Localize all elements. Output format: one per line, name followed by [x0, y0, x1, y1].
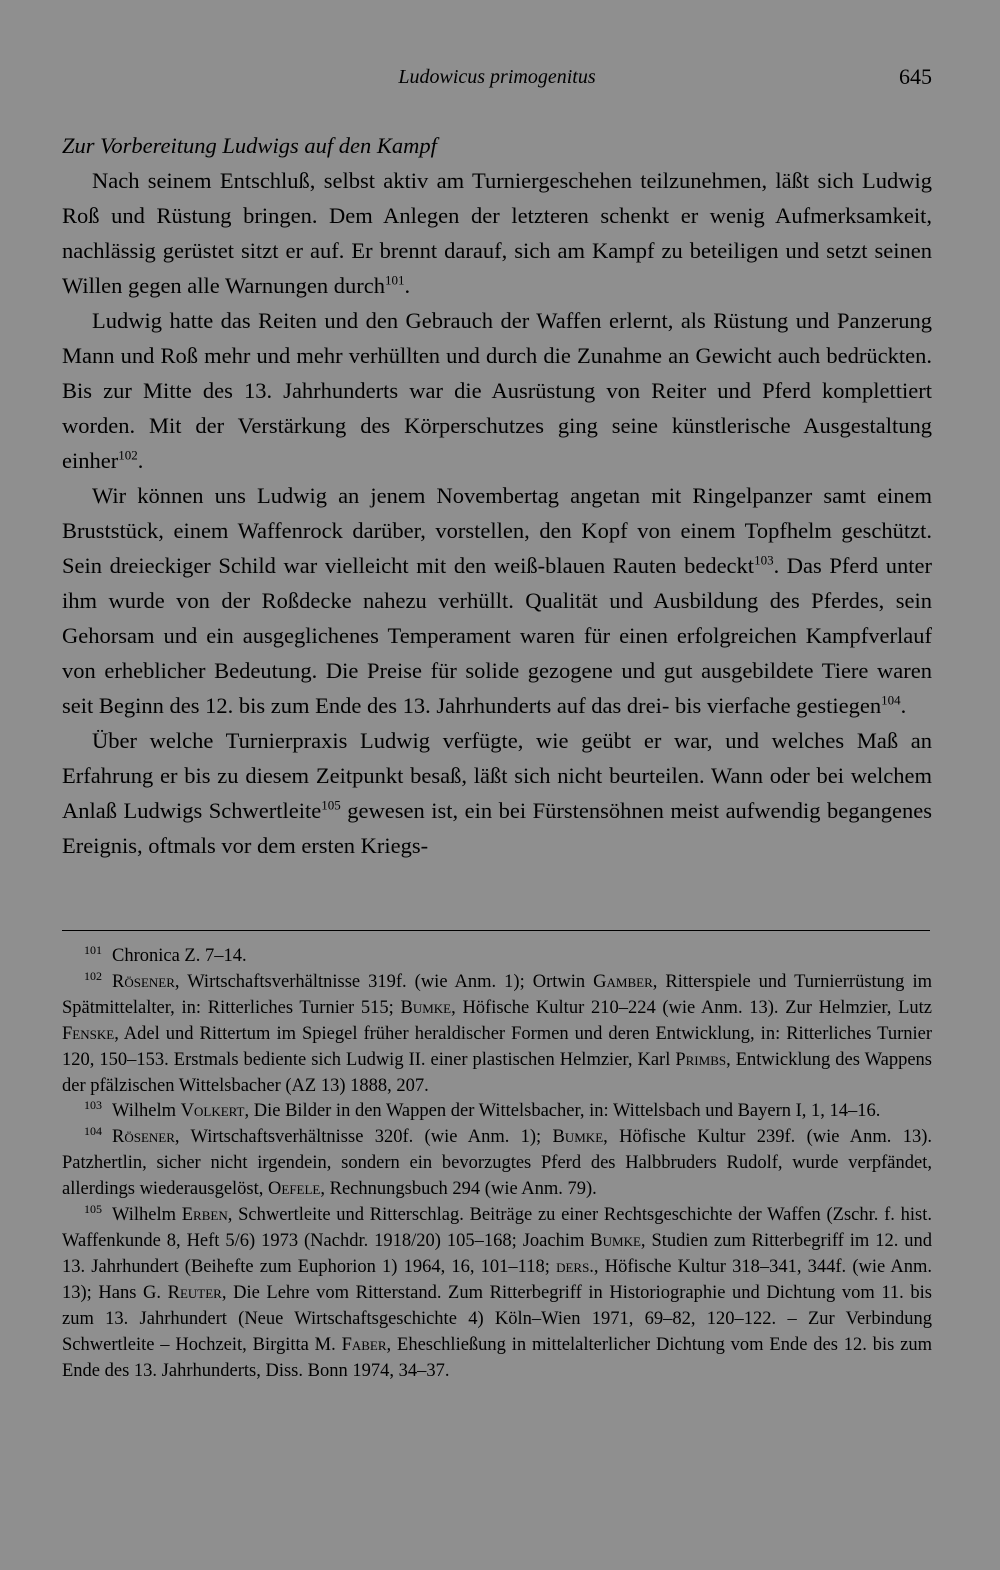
footnote-text: , Wirtschaftsverhältnisse 320f. (wie Anm. 1);: [174, 1127, 553, 1148]
footnote-ref[interactable]: 102: [118, 447, 138, 463]
footnote-101: [62, 944, 932, 970]
footnote-ref[interactable]: 101: [385, 272, 405, 288]
footnote-text: , Eheschließung in mittelalterlicher Dichtung vom Ende des 12. bis zum Ende des 13. Jahrhunderts, Diss. Bonn 1974, 34–37.: [62, 1334, 932, 1381]
footnote-104: [62, 1125, 932, 1203]
paragraph-text: .: [404, 273, 411, 298]
footnote-text: Wilhelm: [112, 1101, 181, 1122]
author-name: Erben: [181, 1205, 228, 1226]
footnote-divider: [62, 930, 930, 931]
paragraph-3: [62, 478, 932, 723]
paragraph-text: .: [137, 448, 144, 473]
footnote-number: 104: [84, 1124, 102, 1139]
footnote-number: 102: [84, 968, 102, 983]
footnote-text: , Höfische Kultur 239f. (wie Anm. 13). Patzhertlin, sicher nicht irgendein, sondern ein bevorzugtes Pferd des Halbbruders Rudolf, wurde verpfändet, allerdings wiederausgelöst,: [62, 1127, 932, 1200]
paragraph-text: Nach seinem Entschluß, selbst aktiv am Turniergeschehen teilzunehmen, läßt sich Ludwig Roß und Rüstung bringen. Dem Anlegen der letzteren schenkt er wenig Aufmerksamkeit, nachlässig gerüstet sitzt er auf. Er brennt darauf, sich am Kampf zu beteiligen und setzt seinen Willen gegen alle Warnungen durch: [62, 168, 932, 298]
author-name: Rösener: [112, 1127, 175, 1148]
paragraph-text: Ludwig hatte das Reiten und den Gebrauch der Waffen erlernt, als Rüstung und Panzerung Mann und Roß mehr und mehr verhüllten und durch die Zunahme an Gewicht auch bedrückten. Bis zur Mitte des 13. Jahrhunderts war die Ausrüstung von Reiter und Pferd komplettiert worden. Mit der Verstärkung des Körperschutzes ging seine künstlerische Ausgestaltung einher: [62, 308, 932, 473]
author-name: Reuter: [167, 1282, 222, 1303]
running-title: Ludowicus primogenitus: [398, 66, 596, 88]
footnote-text: , Die Lehre vom Ritterstand. Zum Ritterbegriff in Historiographie und Dichtung vom 11. bis zum 13. Jahrhundert (Neue Wirtschaftsgeschichte 4) Köln–Wien 1971, 69–82, 120–122. – Zur Verbindung Schwertleite – Hochzeit, Birgitta M.: [62, 1282, 932, 1355]
paragraph-text: Wir können uns Ludwig an jenem Novembertag angetan mit Ringelpanzer samt einem Bruststück, einem Waffenrock darüber, vorstellen, den Kopf von einem Topfhelm geschützt. Sein dreieckiger Schild war vielleicht mit den weiß-blauen Rauten bedeckt: [62, 483, 932, 578]
author-name: Primbs: [675, 1049, 727, 1070]
footnote-text: , Die Bilder in den Wappen der Wittelsbacher, in: Wittelsbach und Bayern I, 1, 14–16.: [244, 1101, 881, 1122]
author-name: Volkert: [180, 1101, 245, 1122]
author-name: Bumke: [552, 1127, 604, 1148]
footnote-text: , Adel und Rittertum im Spiegel früher heraldischer Formen und deren Entwicklung, in: Ritterliches Turnier 120, 150–153. Erstmals bediente sich Ludwig II. einer plastischen Helmzier, Karl: [62, 1023, 932, 1070]
paragraph-text: Über welche Turnierpraxis Ludwig verfügte, wie geübt er war, und welches Maß an Erfahrung er bis zu diesem Zeitpunkt besaß, läßt sich nicht beurteilen. Wann oder bei welchem Anlaß Ludwigs Schwertleite: [62, 728, 932, 823]
footnote-105: [62, 1203, 932, 1384]
footnote-text: , Rechnungsbuch 294 (wie Anm. 79).: [320, 1179, 597, 1200]
paragraph-4: [62, 723, 932, 863]
footnote-text: , Ritterspiele und Turnierrüstung im Spätmittelalter, in: Ritterliches Turnier 515;: [62, 971, 932, 1018]
section-heading: Zur Vorbereitung Ludwigs auf den Kampf: [62, 133, 437, 158]
paragraph-2: [62, 303, 932, 478]
footnote-text: Wilhelm: [112, 1205, 182, 1226]
footnote-number: 101: [84, 942, 102, 957]
paragraph-text: .: [900, 693, 907, 718]
footnote-number: 103: [84, 1098, 102, 1113]
footnote-102: [62, 970, 932, 1100]
author-name: Fenske: [62, 1023, 115, 1044]
footnote-text: , Wirtschaftsverhältnisse 319f. (wie Anm. 1); Ortwin: [174, 971, 594, 992]
author-name: Bumke: [590, 1230, 641, 1251]
footnote-ref[interactable]: 105: [321, 797, 341, 813]
footnote-number: 105: [84, 1201, 102, 1216]
author-name: Oefele: [268, 1179, 321, 1200]
footnote-ref[interactable]: 103: [754, 552, 774, 568]
author-name: Gamber: [593, 971, 653, 992]
paragraph-1: [62, 163, 932, 303]
footnote-text: Chronica Z. 7–14.: [112, 946, 247, 966]
footnote-text: , Schwertleite und Ritterschlag. Beiträge zu einer Rechtsgeschichte der Waffen (Zschr. f. hist. Waffenkunde 8, Heft 5/6) 1973 (Nachdr. 1918/20) 105–168; Joachim: [62, 1205, 932, 1251]
page-number: 645: [899, 64, 932, 89]
author-name: Rösener: [112, 971, 175, 992]
main-text: [62, 128, 932, 863]
footnote-text: , Studien zum Ritterbegriff im 12. und 13. Jahrhundert (Beihefte zum Euphorion 1) 1964, 16, 101–118;: [62, 1230, 932, 1277]
author-name: ders.: [556, 1256, 594, 1277]
author-name: Faber: [341, 1334, 387, 1355]
footnote-ref[interactable]: 104: [881, 692, 901, 708]
footnote-103: [62, 1099, 932, 1125]
footnotes: [62, 944, 932, 1384]
paragraph-text: gewesen ist, ein bei Fürstensöhnen meist aufwendig begangenes Ereignis, oftmals vor dem ersten Kriegs-: [62, 798, 932, 858]
paragraph-text: . Das Pferd unter ihm wurde von der Roßdecke nahezu verhüllt. Qualität und Ausbildung des Pferdes, sein Gehorsam und ein ausgeglichenes Temperament waren für einen erfolgreichen Kampfverlauf von erheblicher Bedeutung. Die Preise für solide gezogene und gut ausgebildete Tiere waren seit Beginn des 12. bis zum Ende des 13. Jahrhunderts auf das drei- bis vierfache gestiegen: [62, 553, 932, 718]
footnote-text: , Höfische Kultur 318–341, 344f. (wie Anm. 13); Hans G.: [62, 1256, 932, 1303]
page-header: [62, 62, 932, 96]
footnote-text: , Entwicklung des Wappens der pfälzischen Wittelsbacher (AZ 13) 1888, 207.: [62, 1049, 932, 1096]
footnote-text: , Höfische Kultur 210–224 (wie Anm. 13). Zur Helmzier, Lutz: [451, 997, 932, 1018]
author-name: Bumke: [400, 997, 452, 1018]
